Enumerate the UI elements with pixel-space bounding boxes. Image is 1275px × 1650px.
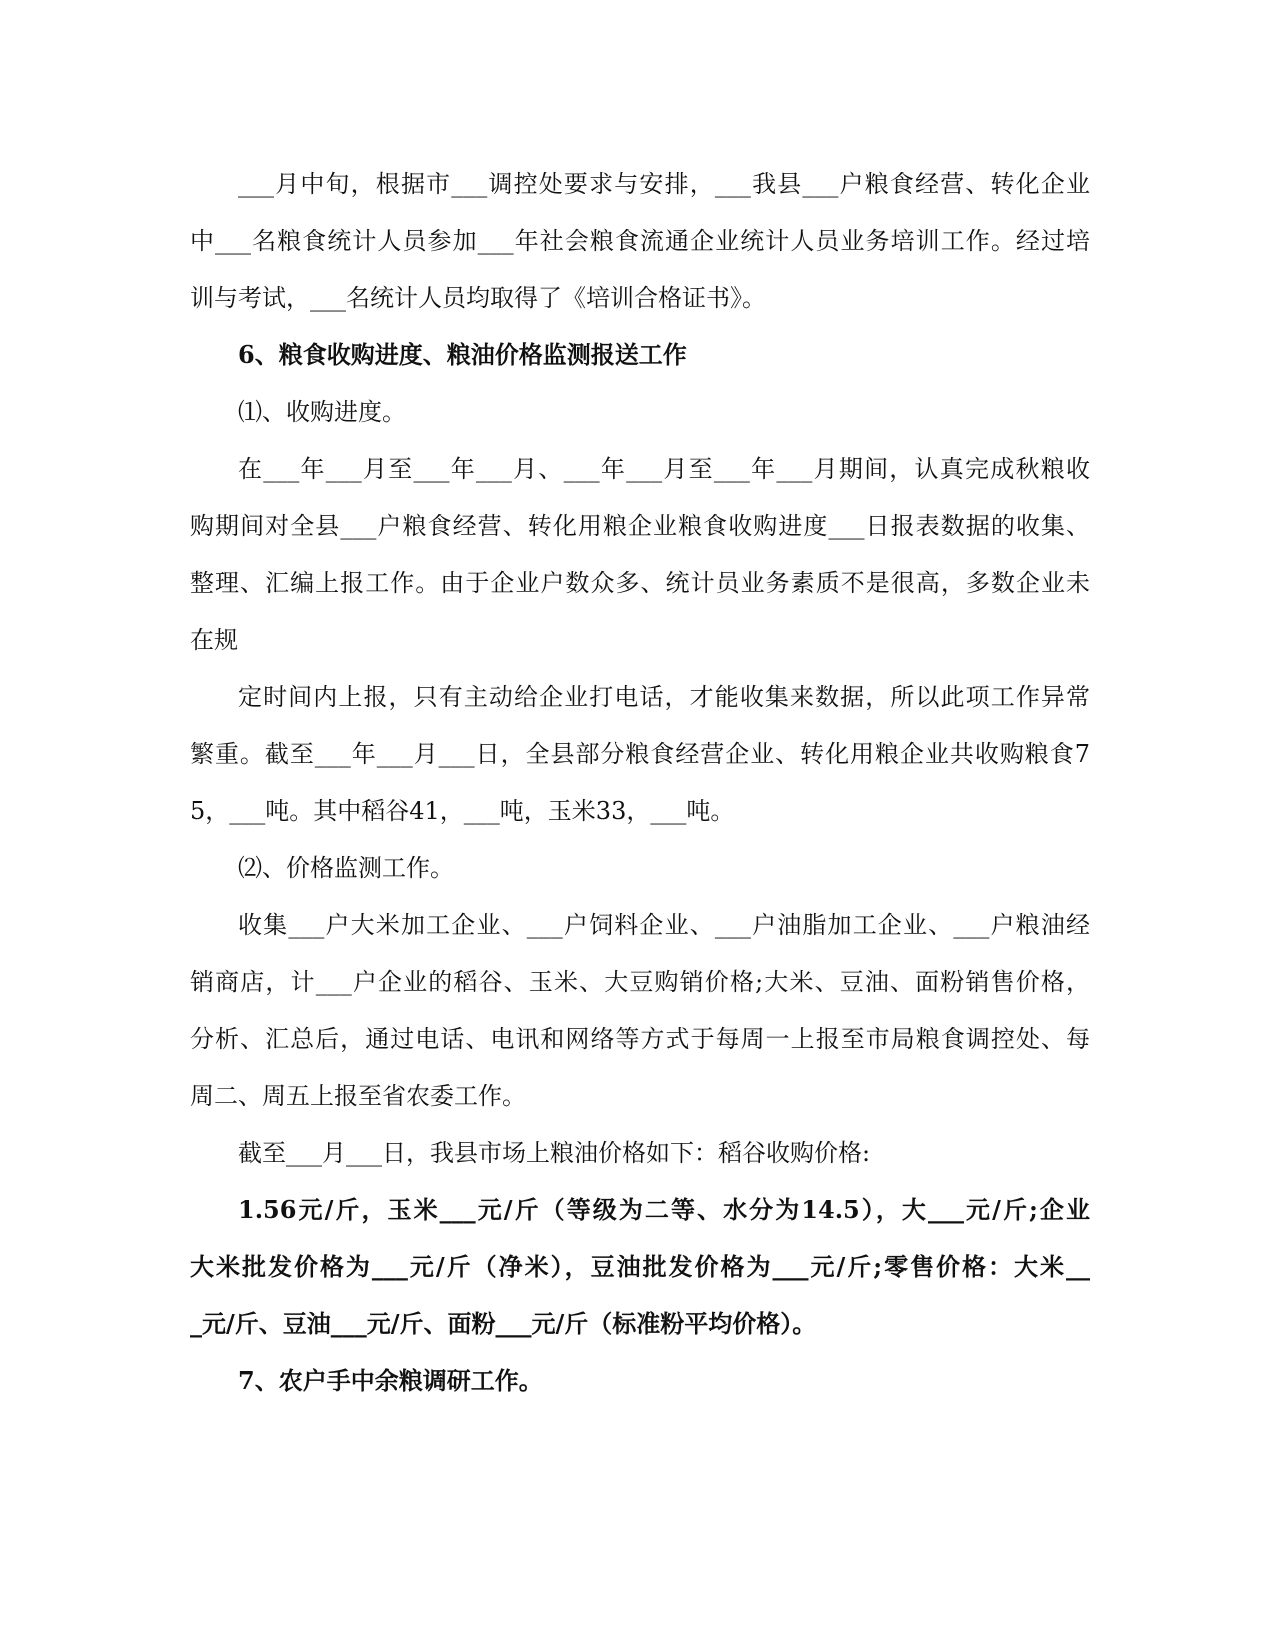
price-line: 大米批发价格为___元/斤（净米），豆油批发价格为___元/斤;零售价格：大米__: [190, 1252, 1090, 1281]
price-line: 1.56元/斤，玉米___元/斤（等级为二等、水分为14.5），大___元/斤;企业: [238, 1195, 1090, 1224]
paragraph-line: 5，___吨。其中稻谷41，___吨，玉米33，___吨。: [190, 797, 735, 825]
price-line: _元/斤、豆油___元/斤、面粉___元/斤（标准粉平均价格）。: [190, 1309, 817, 1338]
section-heading: 7、农户手中余粮调研工作。: [238, 1366, 543, 1395]
paragraph-line: 定时间内上报，只有主动给企业打电话，才能收集来数据，所以此项工作异常: [238, 683, 1090, 711]
section-heading: 6、粮食收购进度、粮油价格监测报送工作: [238, 340, 687, 369]
paragraph-line: 分析、汇总后，通过电话、电讯和网络等方式于每周一上报至市局粮食调控处、每: [190, 1025, 1090, 1053]
paragraph-line: 销商店，计___户企业的稻谷、玉米、大豆购销价格;大米、豆油、面粉销售价格，: [190, 968, 1090, 996]
paragraph-line: 中___名粮食统计人员参加___年社会粮食流通企业统计人员业务培训工作。经过培: [190, 227, 1090, 255]
subsection-heading: ⑴、收购进度。: [238, 398, 406, 426]
paragraph-line: 截至___月___日，我县市场上粮油价格如下：稻谷收购价格:: [238, 1139, 871, 1167]
paragraph-line: 训与考试，___名统计人员均取得了《培训合格证书》。: [190, 284, 766, 312]
paragraph-line: ___月中旬，根据市___调控处要求与安排，___我县___户粮食经营、转化企业: [238, 170, 1090, 198]
paragraph-line: 购期间对全县___户粮食经营、转化用粮企业粮食收购进度___日报表数据的收集、: [190, 512, 1090, 540]
paragraph-line: 整理、汇编上报工作。由于企业户数众多、统计员业务素质不是很高，多数企业未: [190, 569, 1090, 597]
paragraph-line: 在规: [190, 626, 238, 654]
paragraph-line: 繁重。截至___年___月___日，全县部分粮食经营企业、转化用粮企业共收购粮食7: [190, 740, 1090, 768]
subsection-heading: ⑵、价格监测工作。: [238, 854, 454, 882]
paragraph-line: 收集___户大米加工企业、___户饲料企业、___户油脂加工企业、___户粮油经: [238, 911, 1090, 939]
paragraph-line: 周二、周五上报至省农委工作。: [190, 1082, 526, 1110]
paragraph-line: 在___年___月至___年___月、___年___月至___年___月期间，认真完成秋粮收: [238, 455, 1090, 483]
